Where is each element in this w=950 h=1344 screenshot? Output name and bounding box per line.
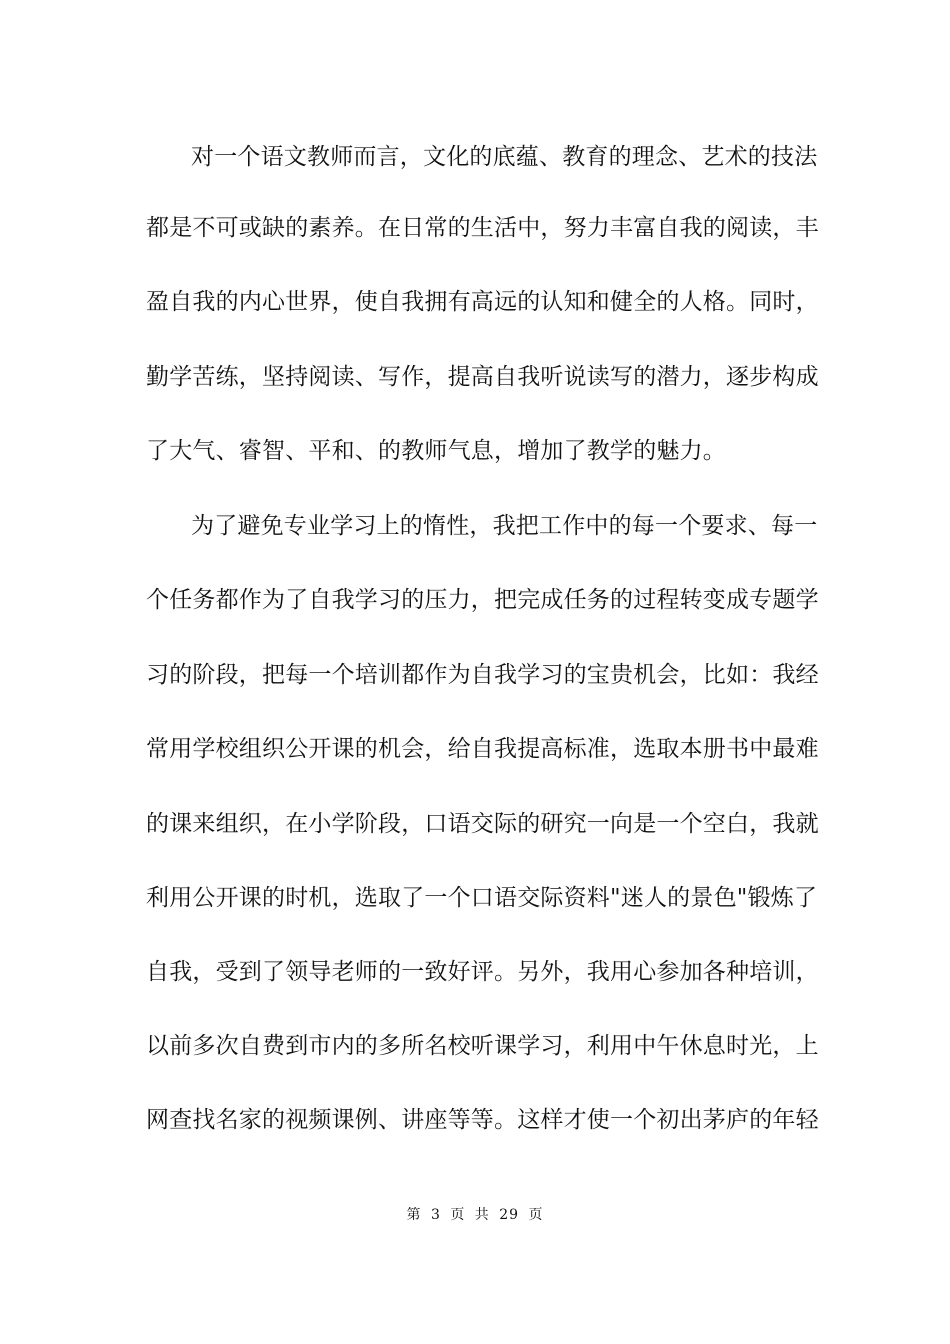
paragraph-line: 个任务都作为了自我学习的压力，把完成任务的过程转变成专题学 bbox=[146, 587, 819, 613]
footer-total-pages: 29 bbox=[499, 1207, 520, 1223]
paragraph-line: 盈自我的内心世界，使自我拥有高远的认知和健全的人格。同时， bbox=[146, 289, 819, 315]
paragraph-line: 勤学苦练，坚持阅读、写作，提高自我听说读写的潜力，逐步构成 bbox=[146, 364, 819, 390]
footer-total-word: 共 bbox=[474, 1207, 490, 1223]
paragraph-line: 利用公开课的时机，选取了一个口语交际资料"迷人的景色"锻炼了 bbox=[146, 885, 818, 911]
paragraph-line: 以前多次自费到市内的多所名校听课学习，利用中午休息时光，上 bbox=[146, 1033, 819, 1059]
paragraph-line: 常用学校组织公开课的机会，给自我提高标准，选取本册书中最难 bbox=[146, 736, 819, 762]
footer-suffix: 页 bbox=[528, 1207, 544, 1223]
paragraph-line: 网查找名家的视频课例、讲座等等。这样才使一个初出茅庐的年轻 bbox=[146, 1107, 819, 1133]
paragraph-line: 为了避免专业学习上的惰性，我把工作中的每一个要求、每一 bbox=[191, 513, 818, 539]
paragraph-line: 的课来组织，在小学阶段，口语交际的研究一向是一个空白，我就 bbox=[146, 811, 819, 837]
paragraph-line: 自我，受到了领导老师的一致好评。另外，我用心参加各种培训， bbox=[146, 959, 819, 985]
paragraph-line: 习的阶段，把每一个培训都作为自我学习的宝贵机会，比如：我经 bbox=[146, 662, 819, 688]
footer-current-page: 3 bbox=[430, 1207, 441, 1223]
footer-page-word: 页 bbox=[450, 1207, 466, 1223]
footer-prefix: 第 bbox=[406, 1207, 422, 1223]
page-footer bbox=[0, 1205, 950, 1225]
paragraph-line: 了大气、睿智、平和、的教师气息，增加了教学的魅力。 bbox=[146, 438, 726, 464]
paragraph-line: 对一个语文教师而言，文化的底蕴、教育的理念、艺术的技法 bbox=[191, 144, 818, 170]
paragraph-line: 都是不可或缺的素养。在日常的生活中，努力丰富自我的阅读，丰 bbox=[146, 215, 819, 241]
